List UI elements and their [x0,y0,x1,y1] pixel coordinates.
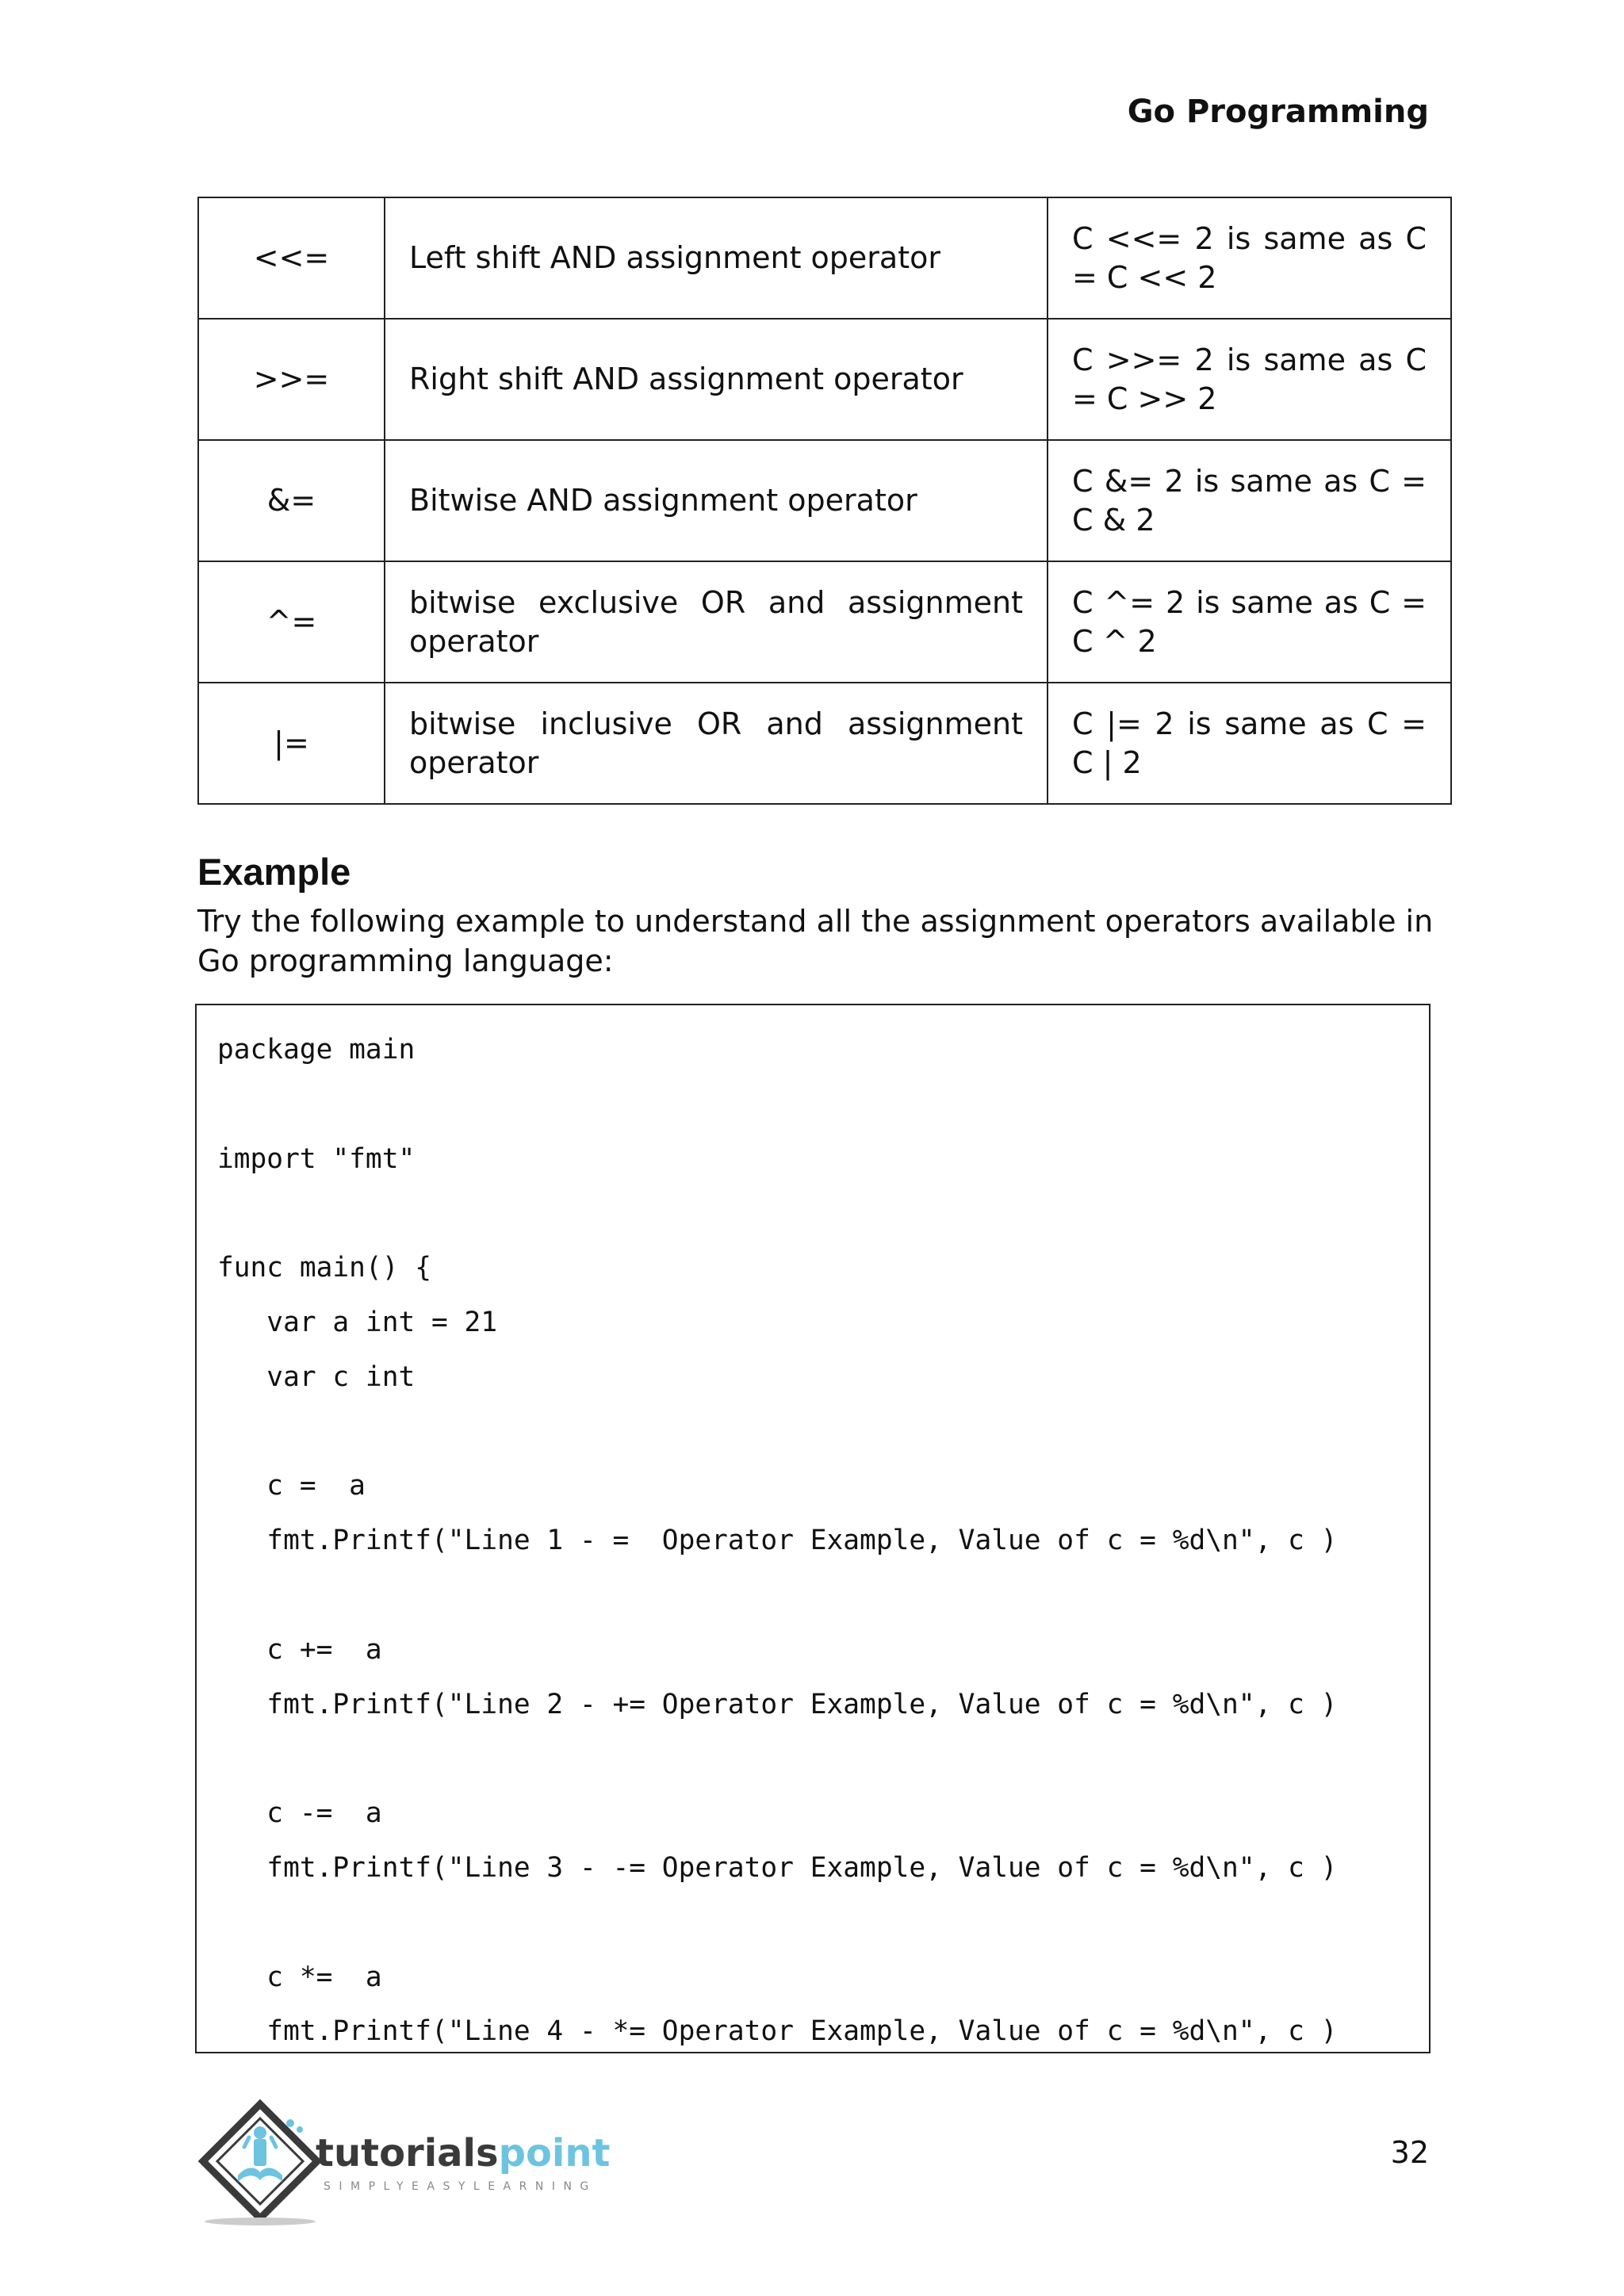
example-cell: C <<= 2 is same as C = C << 2 [1048,197,1451,319]
operator-cell: <<= [198,197,385,319]
page-number: 32 [1390,2135,1429,2170]
logo-wordmark-dark: tutorials [316,2131,499,2175]
example-cell: C &= 2 is same as C = C & 2 [1048,440,1451,561]
description-cell: Right shift AND assignment operator [385,319,1048,440]
table-row [198,561,1451,683]
logo-wordmark-light: point [498,2131,611,2175]
code-listing: package main import "fmt" func main() { var a int = 21 var c int c = a fmt.Printf("Line 1 - = Operator Example, Value of c = %d\n", c ) c += a fmt.Printf("Line 2 - += Operator Example, Value of c = %d\n", c ) c -= a fmt.Printf("Line 3 - -= Operator Example, Value of c = %d\n", c ) c *= a fmt.Printf("Line 4 - *= Operator Example, Value of c = %d\n", c ) [217,1034,1338,2048]
running-header-title: Go Programming [1127,94,1429,130]
logo-wordmark [316,2131,610,2175]
example-cell: C ^= 2 is same as C = C ^ 2 [1048,561,1451,683]
table-row [198,683,1451,804]
table-row [198,440,1451,561]
logo-emblem-icon [203,2104,317,2225]
description-cell: bitwise exclusive OR and assignment operator [385,561,1048,683]
table-row [198,197,1451,319]
description-cell: bitwise inclusive OR and assignment operator [385,683,1048,804]
assignment-operators-table [197,197,1452,805]
example-heading: Example [197,851,351,893]
operator-cell: >>= [198,319,385,440]
description-cell: Left shift AND assignment operator [385,197,1048,319]
tutorialspoint-logo [197,2099,641,2226]
operator-cell: ^= [198,561,385,683]
example-cell: C |= 2 is same as C = C | 2 [1048,683,1451,804]
operators-table-body [198,197,1451,804]
logo-tagline: SIMPLYEASYLEARNING [324,2180,597,2193]
operator-cell: &= [198,440,385,561]
example-intro-text: Try the following example to understand all the assignment operators available in Go programming language: [197,904,1434,978]
example-cell: C >>= 2 is same as C = C >> 2 [1048,319,1451,440]
description-cell: Bitwise AND assignment operator [385,440,1048,561]
code-listing-box [195,1004,1431,2053]
operator-cell: |= [198,683,385,804]
table-row [198,319,1451,440]
